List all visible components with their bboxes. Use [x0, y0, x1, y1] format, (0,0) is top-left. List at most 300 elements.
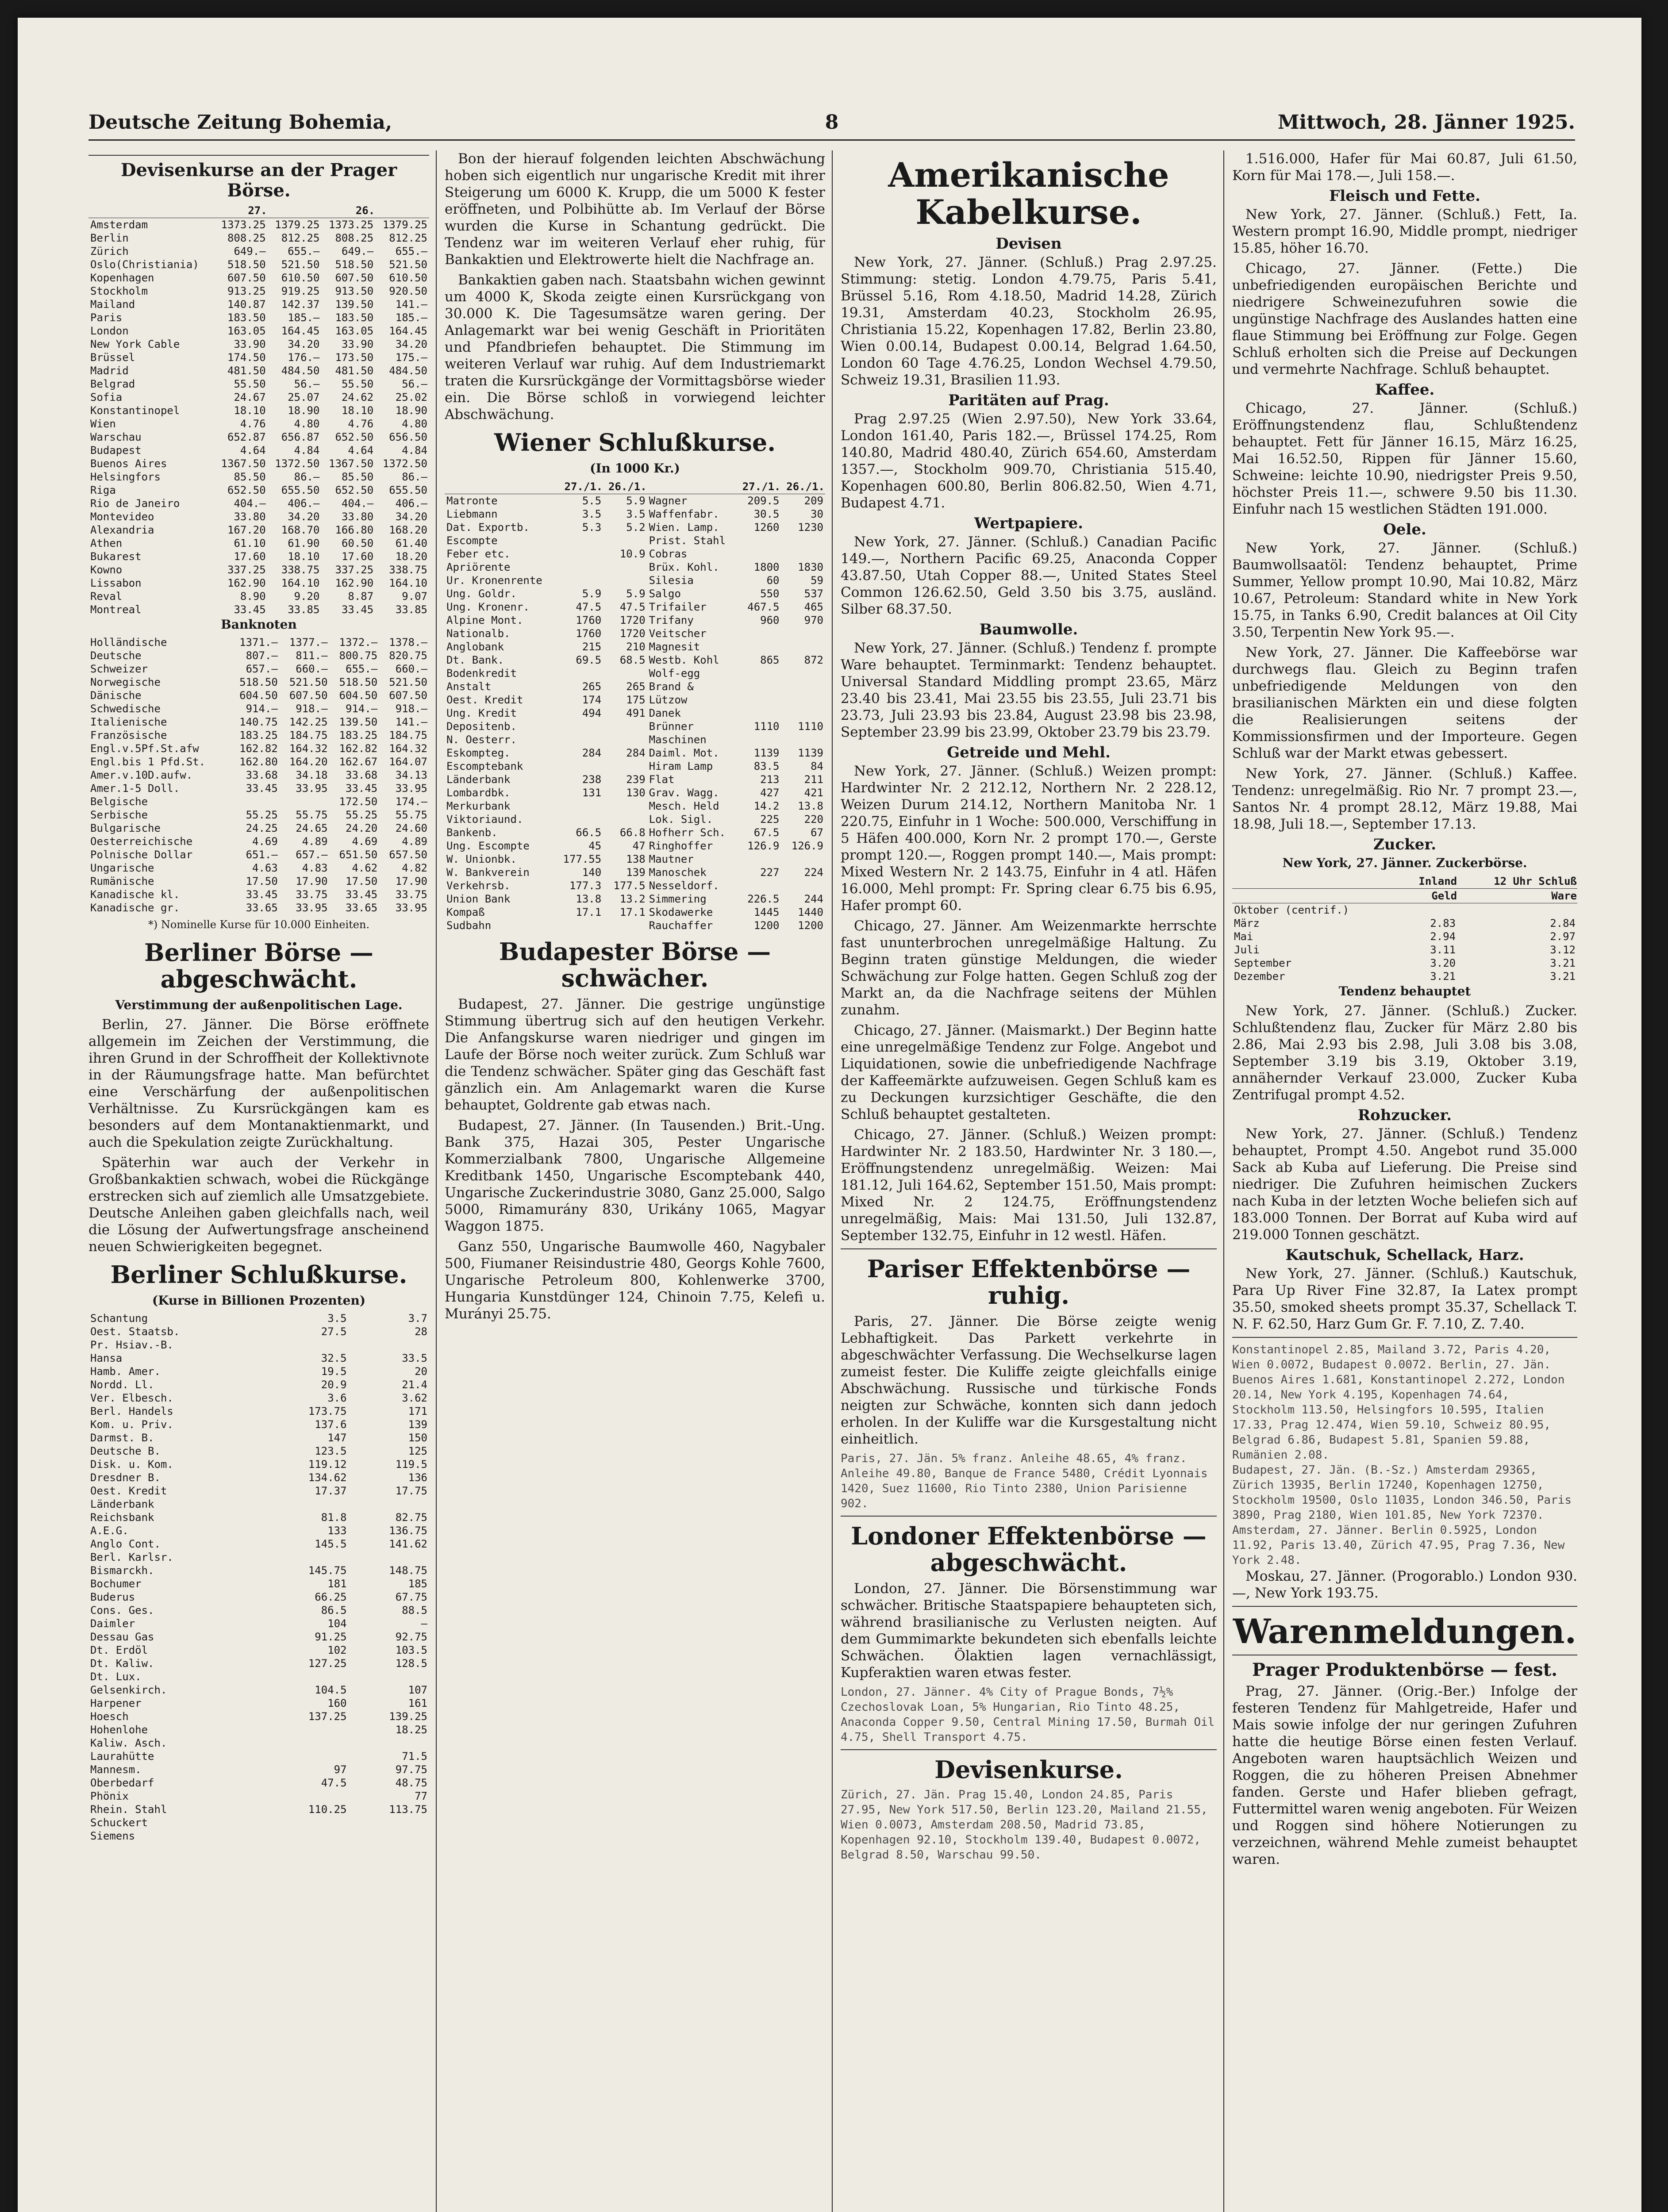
- row-label: Brüssel: [90, 351, 135, 364]
- row-label: Schweizer: [90, 663, 148, 675]
- row-label: Belgrad: [90, 378, 135, 390]
- row-value: 244: [804, 893, 823, 905]
- budapest-paragraph: Budapest, 27. Jänner. (In Tausenden.) Brit.-Ung. Bank 375, Hazai 305, Pester Ungarische Kommerzialbank 7800, Ungarische Allgemeine Kreditbank 1450, Ungarische Escomptebank 440, Ungarische Zuckerindustrie 3080, Ganz 25.000, Salgo 5000, Rimamurány 830, Urikány 1065, Magyar Waggon 1875.: [445, 1118, 825, 1234]
- row-value: 55.75: [395, 809, 427, 821]
- devisen-row: [88, 218, 429, 232]
- row-label: Brand &: [649, 680, 694, 693]
- row-label: Paris: [90, 311, 123, 324]
- row-label: Rhein. Stahl: [90, 1803, 167, 1816]
- row-label: Zürich: [90, 245, 129, 257]
- zucker-title: New York, 27. Jänner. Zuckerbörse.: [1282, 856, 1527, 870]
- row-value: 3.5: [327, 1312, 347, 1325]
- banknoten-row: [88, 649, 429, 662]
- row-value: 3.20: [1430, 957, 1456, 969]
- row-label: Liebmann: [446, 508, 498, 520]
- berlin-schluss-row: [88, 1378, 429, 1391]
- row-value: 404.—: [234, 497, 266, 510]
- market-paragraph: Prag, 27. Jänner. (Orig.-Ber.) Infolge der festeren Tendenz für Mahlgetreide, Hafer und Mais sowie infolge der nur geringen Zufuhren hatte die heutige Börse einen festen Verlauf. Angeboten waren hauptsächlich Weizen und Roggen, die zu höheren Preisen Abnehmer fanden. Gerste und Hafer blieben gefragt, Futtermittel waren wenig angeboten. Für Weizen und Roggen sind höhere Notierungen zu verzeichnen, während Mehle zumeist behauptet waren.: [1232, 1683, 1577, 1867]
- row-value: 27.5: [321, 1325, 347, 1338]
- market-paragraph: New York, 27. Jänner. (Schluß.) Fett, Ia. Western prompt 16.90, Middle prompt, niedriger 15.85, höher 16.70.: [1232, 207, 1577, 256]
- row-value: 655.50: [281, 484, 320, 496]
- berlin-boerse-subtitle: Verstimmung der außenpolitischen Lage.: [115, 998, 403, 1012]
- row-value: 88.5: [402, 1604, 427, 1617]
- row-value: 184.75: [289, 729, 328, 741]
- row-value: 137.25: [308, 1710, 347, 1723]
- row-value: 224: [804, 866, 823, 879]
- row-label: Flat: [649, 773, 675, 786]
- row-value: 33.90: [234, 338, 266, 350]
- column-3: [841, 150, 1217, 2212]
- row-label: Riga: [90, 484, 116, 496]
- devisenkurse-title: Devisenkurse.: [934, 1755, 1123, 1784]
- wien-schluss-row: [445, 813, 825, 826]
- row-value: 136.75: [389, 1525, 427, 1537]
- row-value: 17.50: [246, 875, 278, 887]
- row-value: 1139: [753, 747, 780, 759]
- row-value: 140.75: [239, 716, 278, 728]
- row-label: Warschau: [90, 431, 142, 443]
- row-value: 4.80: [402, 418, 427, 430]
- row-value: 25.02: [395, 391, 427, 403]
- london-quotes: London, 27. Jänner. 4% City of Prague Bonds, 7½% Czechoslovak Loan, 5% Hungarian, Rio Tinto 48.25, Anaconda Copper 9.50, Central Mining 17.50, Burmah Oil 4.75, Shell Transport 4.75.: [841, 1686, 1215, 1744]
- kabel-paragraph: New York, 27. Jänner. (Schluß.) Canadian Pacific 149.—, Northern Pacific 69.25, Anaconda Copper 43.87.50, Utah Copper 88.—, United States Steel Common 126.62.50, Geld 3.50 bis 3.75, ausländ. Silber 68.37.50.: [841, 534, 1217, 617]
- row-value: 808.25: [227, 232, 266, 244]
- berlin-schluss-row: [88, 1577, 429, 1590]
- row-value: 113.75: [389, 1803, 427, 1816]
- row-value: [603, 919, 647, 932]
- banknoten-row: [88, 742, 429, 755]
- row-label: Stockholm: [90, 285, 148, 297]
- row-label: Wagner: [649, 495, 688, 507]
- row-label: Simmering: [649, 893, 707, 905]
- row-value: 33.85: [288, 603, 320, 616]
- zucker-row: [1232, 970, 1577, 983]
- row-value: 1372.50: [382, 457, 427, 470]
- row-label: Lombardbk.: [446, 787, 511, 799]
- row-value: 183.50: [227, 311, 266, 324]
- row-value: 185.—: [288, 311, 320, 324]
- row-value: [268, 1750, 348, 1763]
- foreign-quotes: Konstantinopel 2.85, Mailand 3.72, Paris 4.20, Wien 0.0072, Budapest 0.0072. Berlin, 27. Jän. Buenos Aires 1.681, Konstantinopel 2.272, London 20.14, New York 4.195, Kopenhagen 74.64, Stockholm 113.50, Helsingfors 10.595, Italien 17.33, Prag 12.474, Wien 59.10, Schweiz 80.95, Belgrad 6.86, Budapest 5.81, Spanien 59.88, Rumänien 2.08.: [1232, 1343, 1565, 1462]
- row-value: 162.82: [339, 742, 378, 755]
- row-value: 168.20: [389, 524, 427, 536]
- berlin-schluss-row: [88, 1405, 429, 1418]
- banknoten-row: [88, 662, 429, 676]
- kabelkurse-title: Amerikanische Kabelkurse.: [888, 155, 1169, 232]
- row-label: Wolf-egg: [649, 667, 700, 680]
- row-label: Länderbank: [90, 1498, 154, 1510]
- row-value: 104: [327, 1617, 347, 1630]
- row-value: 3.21: [1550, 970, 1576, 983]
- row-value: 56.—: [402, 378, 427, 390]
- row-label: Madrid: [90, 365, 129, 377]
- wien-schluss-row: [445, 667, 825, 680]
- row-label: Hofherr Sch.: [649, 826, 726, 839]
- row-label: Skodawerke: [649, 906, 713, 918]
- row-value: 17.60: [234, 550, 266, 563]
- row-value: 85.50: [234, 471, 266, 483]
- row-label: Ungarische: [90, 862, 154, 874]
- row-label: Bochumer: [90, 1578, 142, 1590]
- row-value: [737, 627, 781, 640]
- wien-schluss-row: [445, 746, 825, 760]
- row-label: Oslo(Christiania): [90, 258, 199, 271]
- row-label: Oest. Kredit: [446, 694, 523, 706]
- row-label: Rauchaffer: [649, 919, 713, 932]
- banknoten-row: [88, 729, 429, 742]
- wien-schluss-row: [445, 627, 825, 640]
- row-label: Amer.1-5 Doll.: [90, 782, 180, 795]
- devisen-subheading: Devisen: [995, 235, 1062, 253]
- row-value: 914.—: [246, 703, 278, 715]
- devisen-table: [88, 204, 429, 616]
- row-value: 148.75: [389, 1564, 427, 1577]
- row-label: Dt. Bank.: [446, 654, 504, 666]
- row-value: 607.50: [389, 689, 427, 702]
- row-label: Kaliw. Asch.: [90, 1737, 167, 1749]
- row-label: Schuckert: [90, 1816, 148, 1829]
- banknoten-row: [88, 715, 429, 729]
- row-value: 67.75: [395, 1591, 427, 1603]
- wien-schluss-row: [445, 614, 825, 627]
- row-label: Verkehrsb.: [446, 879, 511, 892]
- wertpapiere-subheading: Wertpapiere.: [974, 515, 1084, 532]
- wien-schluss-row: [445, 773, 825, 786]
- devisen-row: [88, 497, 429, 510]
- row-value: 537: [804, 588, 823, 600]
- wien-schluss-row: [445, 574, 825, 587]
- banknoten-row: [88, 888, 429, 901]
- row-value: 2.94: [1430, 930, 1456, 943]
- devisen-row: [88, 284, 429, 298]
- kabel-paragraph: Chicago, 27. Jänner. Am Weizenmarkte herrschte fast ununterbrochen unregelmäßige Haltung. Zu Beginn traten günstige Meldungen, die wieder Schwächung zur Folge hatten. Gegen Schluß zog der Markt an, da die Nachfrage seitens der Mühlen zunahm.: [841, 918, 1217, 1018]
- row-value: 86.—: [402, 471, 427, 483]
- row-value: 33.80: [341, 511, 374, 523]
- row-label: Feber etc.: [446, 548, 511, 560]
- row-value: 97: [334, 1763, 347, 1776]
- row-value: 68.5: [619, 654, 646, 666]
- header-newspaper-name: Deutsche Zeitung Bohemia,: [88, 111, 392, 134]
- header-date: Mittwoch, 28. Jänner 1925.: [1277, 111, 1575, 134]
- row-label: Daimler: [90, 1617, 135, 1630]
- row-value: 185: [408, 1578, 427, 1590]
- row-value: 183.50: [335, 311, 374, 324]
- devisen-row: [88, 537, 429, 550]
- row-label: Prist. Stahl: [649, 534, 726, 547]
- row-label: Brüx. Kohl.: [649, 561, 719, 573]
- row-value: [737, 680, 781, 693]
- banknoten-row: [88, 689, 429, 702]
- baumwolle-subheading: Baumwolle.: [979, 621, 1078, 638]
- row-value: 5.5: [582, 495, 602, 507]
- devisen-row: [88, 590, 429, 603]
- row-value: 33.95: [296, 902, 328, 914]
- row-value: 1720: [619, 614, 646, 626]
- row-label: Deutsche B.: [90, 1445, 161, 1457]
- wien-schluss-row: [445, 760, 825, 773]
- row-value: [556, 667, 603, 680]
- wien-header-row: 27./1. 26./1. 27./1. 26./1.: [445, 480, 825, 494]
- row-value: [603, 799, 647, 813]
- banknoten-row: [88, 808, 429, 822]
- row-value: [737, 693, 781, 707]
- row-value: 652.87: [227, 431, 266, 443]
- row-value: 164.10: [389, 577, 427, 589]
- row-value: 1720: [619, 627, 646, 640]
- row-value: 17.37: [315, 1485, 347, 1497]
- row-value: 1379.25: [275, 219, 320, 231]
- row-label: Magnesit: [649, 641, 700, 653]
- row-value: 167.20: [227, 524, 266, 536]
- row-label: Rio de Janeiro: [90, 497, 180, 510]
- row-label: A.E.G.: [90, 1525, 129, 1537]
- row-value: 406.—: [288, 497, 320, 510]
- divider: [841, 1749, 1217, 1750]
- banknoten-row: [88, 875, 429, 888]
- row-value: 173.50: [335, 351, 374, 364]
- budapest-paragraph: Ganz 550, Ungarische Baumwolle 460, Nagybaler 500, Fiumaner Reisindustrie 480, Georgs Kohle 7600, Ungarische Petroleum 800, Kohlenwerke 3700, Hungaria Kunstdünger 124, Chinoin 7.75, Kelefi u. Murányi 25.75.: [445, 1239, 825, 1322]
- row-value: [349, 1670, 429, 1683]
- row-value: 24.62: [341, 391, 374, 403]
- row-value: 919.25: [281, 285, 320, 297]
- row-value: 177.3: [569, 879, 602, 892]
- row-label: Phönix: [90, 1790, 129, 1802]
- row-value: 163.05: [227, 325, 266, 337]
- banknoten-row: [88, 782, 429, 795]
- berlin-schluss-row: [88, 1816, 429, 1829]
- row-value: 4.82: [402, 862, 427, 874]
- banknoten-row: [88, 702, 429, 715]
- row-value: 21.4: [402, 1379, 427, 1391]
- row-value: [781, 853, 826, 866]
- devisen-row: [88, 391, 429, 404]
- row-label: Alexandria: [90, 524, 154, 536]
- row-value: 110.25: [308, 1803, 347, 1816]
- row-value: [781, 667, 826, 680]
- wien-schluss-row: [445, 534, 825, 547]
- row-value: [603, 574, 647, 587]
- row-label: Amer.v.10D.aufw.: [90, 769, 193, 781]
- row-value: 18.10: [288, 550, 320, 563]
- row-label: Hohenlohe: [90, 1724, 148, 1736]
- berlin-schluss-row: [88, 1750, 429, 1763]
- zucker-row: [1232, 956, 1577, 970]
- row-value: [268, 1829, 348, 1843]
- row-value: 1445: [753, 906, 780, 918]
- row-value: 34.20: [288, 511, 320, 523]
- paris-quotes: Paris, 27. Jän. 5% franz. Anleihe 48.65, 4% franz. Anleihe 49.80, Banque de France 5480, Crédit Lyonnais 1420, Suez 11600, Rio Tinto 2380, Union Parisienne 902.: [841, 1452, 1208, 1510]
- row-label: Eskompteg.: [446, 747, 511, 759]
- row-value: 651.—: [246, 849, 278, 861]
- row-value: 24.65: [296, 822, 328, 834]
- row-value: [737, 879, 781, 892]
- row-value: 284: [626, 747, 646, 759]
- row-value: 127.25: [308, 1657, 347, 1670]
- row-label: Nationalb.: [446, 627, 511, 640]
- row-value: 4.69: [352, 835, 378, 848]
- zucker-header-row: Inland 12 Uhr Schluß: [1232, 874, 1577, 889]
- row-label: Trifailer: [649, 601, 707, 613]
- row-value: 175: [626, 694, 646, 706]
- row-value: 14.2: [753, 800, 780, 812]
- row-value: [268, 1790, 348, 1803]
- row-value: 521.50: [289, 676, 328, 688]
- row-value: 138: [626, 853, 646, 865]
- row-label: Reval: [90, 590, 123, 603]
- row-value: 82.75: [395, 1511, 427, 1524]
- row-value: 4.84: [402, 444, 427, 457]
- market-paragraph: Moskau, 27. Jänner. (Progorablo.) London 930.—, New York 193.75.: [1232, 1568, 1577, 1601]
- row-value: 60.50: [341, 537, 374, 549]
- row-value: [556, 919, 603, 932]
- row-value: 404.—: [341, 497, 374, 510]
- row-label: Daiml. Mot.: [649, 747, 719, 759]
- row-label: Veitscher: [649, 627, 707, 640]
- wien-schluss-row: [445, 892, 825, 906]
- row-value: [268, 1670, 348, 1683]
- row-label: Oest. Staatsb.: [90, 1325, 180, 1338]
- row-label: Siemens: [90, 1830, 135, 1842]
- row-value: 140: [582, 866, 602, 879]
- row-label: Berlin: [90, 232, 129, 244]
- row-value: 175.—: [395, 351, 427, 364]
- market-paragraph: New York, 27. Jänner. (Schluß.) Kaffee. Tendenz: unregelmäßig. Rio Nr. 7 prompt 23.—, Santos Nr. 4 prompt 28.12, März 19.88, Mai 18.98, Juli 18.—, September 17.13.: [1232, 766, 1577, 832]
- row-value: [230, 795, 280, 808]
- row-label: Berl. Handels: [90, 1405, 173, 1417]
- berlin-paragraph: Späterhin war auch der Verkehr in Großbankaktien schwach, wobei die Rückgänge erstrecken sich auf ziemlich alle Umsatzgebiete. Deutsche Anleihen gaben gleichfalls nach, weil die Lösung der Aufwertungsfrage anscheinend neuen Schwierigkeiten begegnet.: [88, 1155, 429, 1255]
- devisen-row: [88, 523, 429, 537]
- row-value: [556, 813, 603, 826]
- row-value: 150: [408, 1432, 427, 1444]
- row-label: Anstalt: [446, 680, 492, 693]
- row-value: 1367.50: [329, 457, 374, 470]
- row-value: [349, 1829, 429, 1843]
- newspaper-page: [18, 18, 1641, 2212]
- row-label: Kompaß: [446, 906, 485, 918]
- row-value: 92.75: [395, 1631, 427, 1643]
- row-value: 1200: [798, 919, 823, 932]
- budapest-boerse-title: Budapester Börse — schwächer.: [499, 937, 771, 992]
- row-value: 657.—: [246, 663, 278, 675]
- row-value: 24.60: [395, 822, 427, 834]
- row-value: 102: [327, 1644, 347, 1656]
- row-label: März: [1234, 917, 1260, 929]
- berlin-schluss-row: [88, 1458, 429, 1471]
- row-value: 30.5: [753, 508, 780, 520]
- row-value: [737, 733, 781, 746]
- zucker-row: [1232, 903, 1577, 917]
- row-value: 47: [632, 840, 646, 852]
- row-value: 66.8: [619, 826, 646, 839]
- devisen-row: [88, 364, 429, 377]
- wien-schluss-row: [445, 826, 825, 839]
- row-value: 161: [408, 1697, 427, 1709]
- row-label: Kom. u. Priv.: [90, 1418, 173, 1431]
- row-value: 1139: [798, 747, 823, 759]
- row-value: 128.5: [395, 1657, 427, 1670]
- row-value: 518.50: [339, 676, 378, 688]
- column-rule: [1223, 150, 1224, 2212]
- row-value: [1457, 903, 1577, 917]
- row-label: Mai: [1234, 930, 1253, 943]
- row-value: 33.68: [246, 769, 278, 781]
- berlin-paragraph: Berlin, 27. Jänner. Die Börse eröffnete allgemein im Zeichen der Verstimmung, die ihren Grund in der Schroffheit der Kollektivnote in der Räumungsfrage hatte. Man befürchtet eine Verschärfung der außenpolitischen Verhältnisse. Zu Kursrückgängen kam es besonders auf dem Montanaktienmarkt, und auch die Spekulation zeigte Zurückhaltung.: [88, 1017, 429, 1150]
- row-value: 86.—: [294, 471, 320, 483]
- row-value: [781, 534, 826, 547]
- row-value: 97.75: [395, 1763, 427, 1776]
- row-value: 13.8: [798, 800, 823, 812]
- wien-schluss-row: [445, 680, 825, 693]
- wien-schluss-row: [445, 521, 825, 534]
- row-label: Union Bank: [446, 893, 511, 905]
- row-label: Maschinen: [649, 733, 707, 746]
- wien-schluss-row: [445, 733, 825, 746]
- row-label: Pr. Hsiav.-B.: [90, 1339, 173, 1351]
- londoner-boerse-title: Londoner Effektenbörse — abgeschwächt.: [851, 1522, 1207, 1577]
- berlin-schluss-row: [88, 1325, 429, 1338]
- row-label: Laurahütte: [90, 1750, 154, 1763]
- row-value: 107: [408, 1684, 427, 1696]
- row-label: Ringhoffer: [649, 840, 713, 852]
- row-value: 18.10: [341, 404, 374, 417]
- row-label: Merkurbank: [446, 800, 511, 812]
- row-value: 238: [582, 773, 602, 786]
- row-label: Mesch. Held: [649, 800, 719, 812]
- banknoten-label: Banknoten: [221, 617, 297, 632]
- row-value: [349, 1816, 429, 1829]
- devisen-row: [88, 603, 429, 616]
- row-label: Reichsbank: [90, 1511, 154, 1524]
- banknoten-row: [88, 861, 429, 875]
- row-value: 872: [804, 654, 823, 666]
- row-value: 227: [760, 866, 780, 879]
- row-value: 4.63: [252, 862, 278, 874]
- wien-schluss-row: [445, 653, 825, 667]
- row-value: 34.13: [395, 769, 427, 781]
- row-label: Bukarest: [90, 550, 142, 563]
- row-value: [603, 667, 647, 680]
- row-value: 3.7: [408, 1312, 427, 1325]
- row-value: 139.50: [339, 716, 378, 728]
- row-label: Silesia: [649, 574, 694, 587]
- banknoten-row: [88, 676, 429, 689]
- row-label: Norwegische: [90, 676, 161, 688]
- row-label: Italienische: [90, 716, 167, 728]
- devisen-row: [88, 404, 429, 417]
- row-value: 1372.—: [339, 636, 378, 649]
- column-rule: [436, 150, 437, 2212]
- kabel-paragraph: New York, 27. Jänner. (Schluß.) Prag 2.97.25. Stimmung: stetig. London 4.79.75, Paris 5.41, Brüssel 5.16, Rom 4.18.50, Madrid 14.28, Zürich 19.31, Amsterdam 40.23, Stockholm 26.95, Christiania 15.22, Kopenhagen 17.82, Berlin 23.80, Wien 0.00.14, Budapest 0.00.14, Belgrad 1.64.50, London 60 Tage 4.76.25, London Wechsel 4.79.50, Schweiz 19.31, Brasilien 11.93.: [841, 254, 1217, 388]
- row-label: Deutsche: [90, 649, 142, 662]
- devisen-row: [88, 271, 429, 284]
- wien-schluss-row: [445, 720, 825, 733]
- berlin-schluss-row: [88, 1590, 429, 1604]
- row-value: 77: [415, 1790, 427, 1802]
- row-value: 1373.25: [221, 219, 266, 231]
- row-label: Kopenhagen: [90, 272, 154, 284]
- row-value: 807.—: [246, 649, 278, 662]
- row-value: 28: [415, 1325, 427, 1338]
- row-value: 33.65: [346, 902, 378, 914]
- row-value: 1371.—: [239, 636, 278, 649]
- nominal-note: *) Nominelle Kurse für 10.000 Einheiten.: [148, 918, 370, 931]
- row-value: 9.07: [402, 590, 427, 603]
- row-value: [737, 640, 781, 653]
- row-value: 61.10: [234, 537, 266, 549]
- row-label: Dt. Lux.: [90, 1671, 142, 1683]
- row-value: 137.6: [315, 1418, 347, 1431]
- row-label: Bodenkredit: [446, 667, 517, 680]
